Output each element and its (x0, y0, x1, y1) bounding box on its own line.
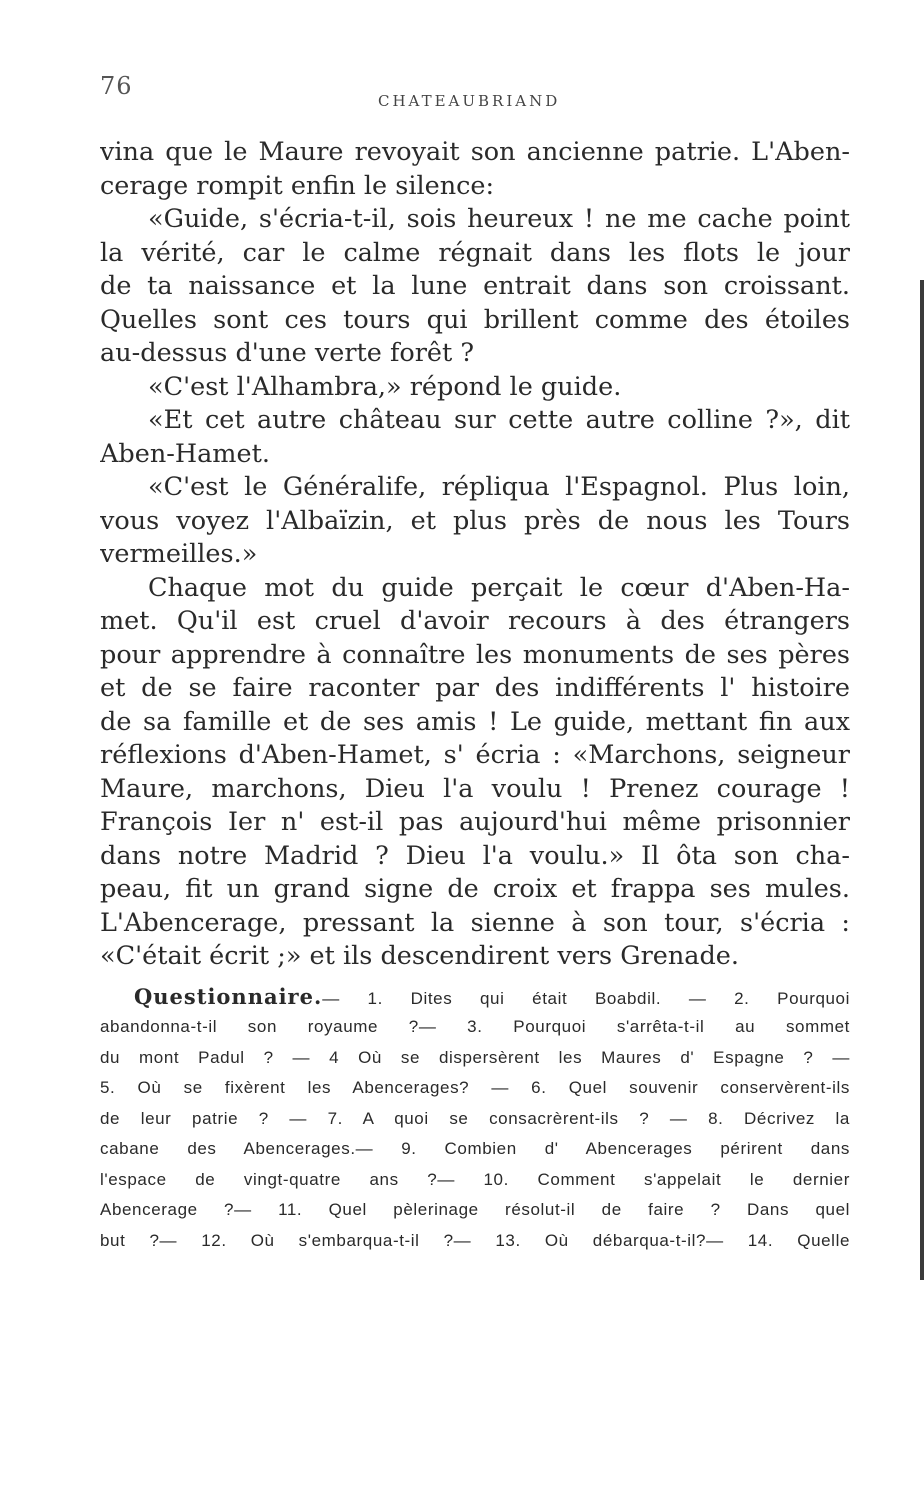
questionnaire-line: 5. Où se fixèrent les Abencerages? — 6. Quel souvenir conservèrent-ils (100, 1078, 850, 1097)
text-line: Aben-Hamet. (100, 438, 270, 469)
text-line: de sa famille et de ses amis ! Le guide, mettant fin aux (100, 706, 850, 737)
questionnaire-line: but ?— 12. Où s'embarqua-t-il ?— 13. Où débarqua-t-il?— 14. Quelle (100, 1230, 850, 1250)
page-edge-shadow (920, 280, 924, 1280)
questionnaire (100, 982, 850, 1257)
text-line: la vérité, car le calme régnait dans les flots le jour (100, 237, 850, 268)
text-line: pour apprendre à connaître les monuments de ses pères (100, 639, 850, 670)
text-line: dans notre Madrid ? Dieu l'a voulu.» Il ôta son cha- (100, 840, 850, 871)
text-line: réflexions d'Aben-Hamet, s' écria : «Marchons, seigneur (100, 740, 850, 770)
text-line: met. Qu'il est cruel d'avoir recours à des étrangers (100, 606, 850, 636)
text-line: vermeilles.» (100, 539, 258, 569)
text-line: peau, fit un grand signe de croix et frappa ses mules. (100, 874, 850, 904)
text-line: vina que le Maure revoyait son ancienne patrie. L'Aben- (100, 137, 850, 167)
text-line: «C'était écrit ;» et ils descendirent vers Grenade. (100, 941, 739, 971)
running-title: CHATEAUBRIAND (378, 92, 561, 110)
questionnaire-line: l'espace de vingt-quatre ans ?— 10. Comment s'appelait le dernier (100, 1169, 850, 1189)
questionnaire-line: cabane des Abencerages.— 9. Combien d' Abencerages périrent dans (100, 1139, 850, 1158)
text-line: cerage rompit enfin le silence: (100, 170, 495, 201)
questionnaire-line: de leur patrie ? — 7. A quoi se consacrèrent-ils ? — 8. Décrivez la (100, 1108, 850, 1128)
text-line: «C'est l'Alhambra,» répond le guide. (148, 371, 622, 402)
questionnaire-text: — 1. Dites qui était Boabdil. — 2. Pourquoi (322, 988, 850, 1008)
running-header (100, 70, 850, 130)
questionnaire-line: du mont Padul ? — 4 Où se dispersèrent les Maures d' Espagne ? — (100, 1047, 850, 1067)
text-line: L'Abencerage, pressant la sienne à son tour, s'écria : (100, 907, 850, 938)
book-page (100, 70, 850, 1256)
text-line: «Guide, s'écria-t-il, sois heureux ! ne me cache point (148, 204, 850, 234)
text-line: et de se faire raconter par des indifférents l' histoire (100, 673, 850, 703)
text-line: Maure, marchons, Dieu l'a voulu ! Prenez courage ! (100, 773, 850, 804)
text-line: Quelles sont ces tours qui brillent comme des étoiles (100, 304, 850, 335)
text-line: de ta naissance et la lune entrait dans son croissant. (100, 271, 850, 301)
questionnaire-line: abandonna-t-il son royaume ?— 3. Pourquoi s'arrêta-t-il au sommet (100, 1017, 850, 1036)
questionnaire-label: Questionnaire. (134, 983, 323, 1009)
questionnaire-line: Abencerage ?— 11. Quel pèlerinage résolut-il de faire ? Dans quel (100, 1200, 850, 1219)
text-line: vous voyez l'Albaïzin, et plus près de nous les Tours (100, 505, 850, 536)
page-number: 76 (100, 72, 133, 100)
body-text (100, 136, 850, 974)
questionnaire-first-line (100, 982, 850, 1013)
text-line: «C'est le Généralife, répliqua l'Espagnol. Plus loin, (148, 472, 850, 502)
text-line: «Et cet autre château sur cette autre colline ?», dit (148, 405, 850, 435)
text-line: Chaque mot du guide perçait le cœur d'Aben-Ha- (148, 572, 850, 603)
text-line: au-dessus d'une verte forêt ? (100, 338, 475, 368)
text-line: François Ier n' est-il pas aujourd'hui même prisonnier (100, 807, 850, 837)
